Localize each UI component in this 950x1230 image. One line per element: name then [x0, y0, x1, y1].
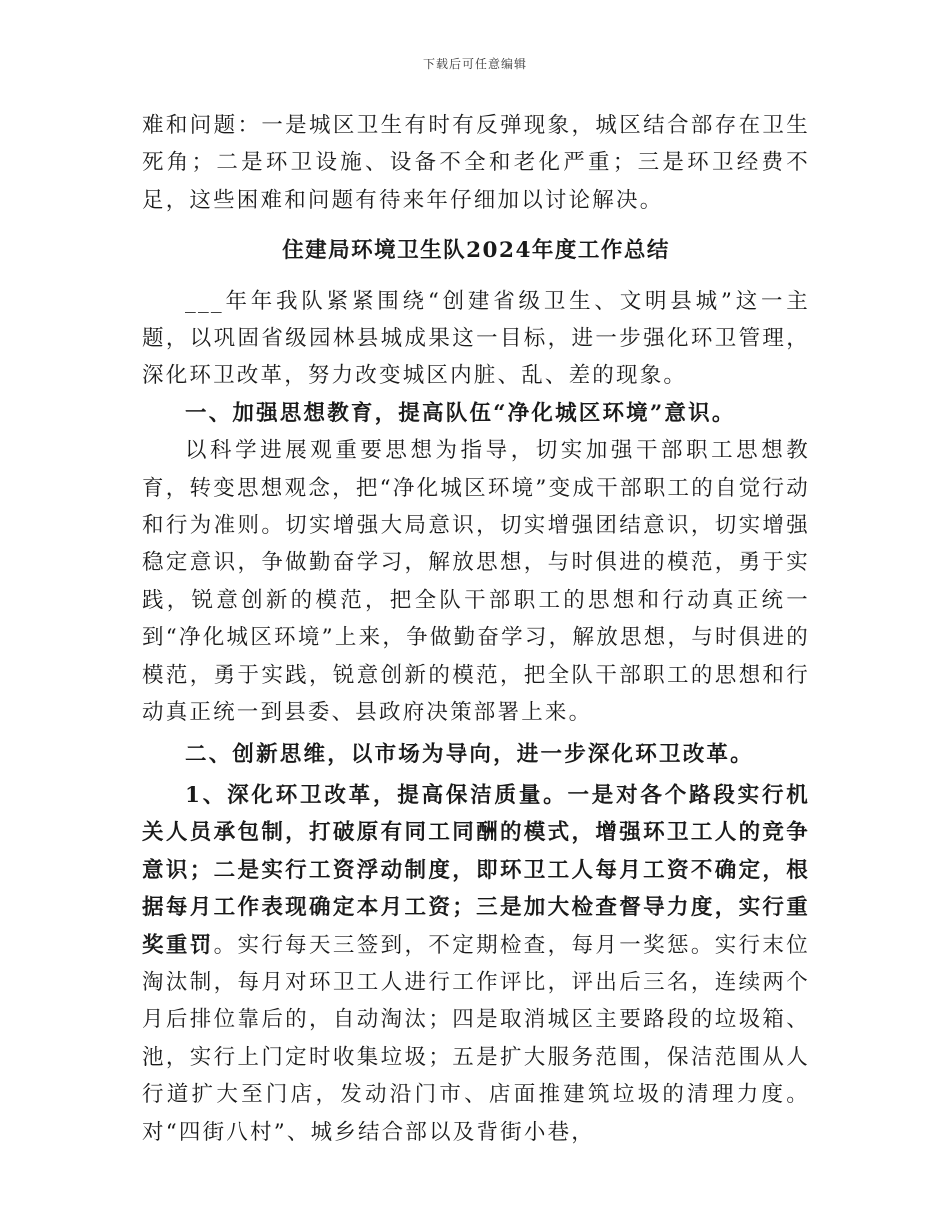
section2-item1-paragraph: [142, 777, 810, 1151]
section2-item1-text: 。实行每天三签到，不定期检查，每月一奖惩。实行末位淘汰制，每月对环卫工人进行工作评比，评出后三名，连续两个月后排位靠后的，自动淘汰；四是取消城区主要路段的垃圾箱、池，实行上门定时收集垃圾；五是扩大服务范围，保洁范围从人行道扩大至门店，发动沿门市、店面推建筑垃圾的清理力度。对“四街八村”、城乡结合部以及背街小巷，: [142, 932, 810, 1145]
document-body: [142, 107, 810, 1151]
section2-item1-bold-text: 1、深化环卫改革，提高保洁质量。一是对各个路段实行机关人员承包制，打破原有同工同酬的模式，增强环卫工人的竞争意识；二是实行工资浮动制度，即环卫工人每月工资不确定，根据每月工作表现确定本月工资；三是加大检查督导力度，实行重奖重罚: [142, 782, 810, 958]
section2-heading: 二、创新思维，以市场为导向，进一步深化环卫改革。: [185, 741, 754, 767]
opening-paragraph: ___年年我队紧紧围绕“创建省级卫生、文明县城”这一主题，以巩固省级园林县城成果这一目标，进一步强化环卫管理，深化环卫改革，努力改变城区内脏、乱、差的现象。: [142, 288, 810, 389]
header-note: 下载后可任意编辑: [422, 57, 527, 71]
section1-paragraph: 以科学进展观重要思想为指导，切实加强干部职工思想教育，转变思想观念，把“净化城区环境”变成干部职工的自觉行动和行为准则。切实增强大局意识，切实增强团结意识，切实增强稳定意识，争做勤奋学习，解放思想，与时俱进的模范，勇于实践，锐意创新的模范，把全队干部职工的思想和行动真正统一到“净化城区环境”上来，争做勤奋学习，解放思想，与时俱进的模范，勇于实践，锐意创新的模范，把全队干部职工的思想和行动真正统一到县委、县政府决策部署上来。: [142, 438, 810, 726]
intro-continued-paragraph: 难和问题：一是城区卫生有时有反弹现象，城区结合部存在卫生死角；二是环卫设施、设备不全和老化严重；三是环卫经费不足，这些困难和问题有待来年仔细加以讨论解决。: [142, 113, 810, 213]
document-title: 住建局环境卫生队2024年度工作总结: [282, 238, 670, 264]
section1-heading: 一、加强思想教育，提高队伍“净化城区环境”意识。: [185, 400, 736, 426]
